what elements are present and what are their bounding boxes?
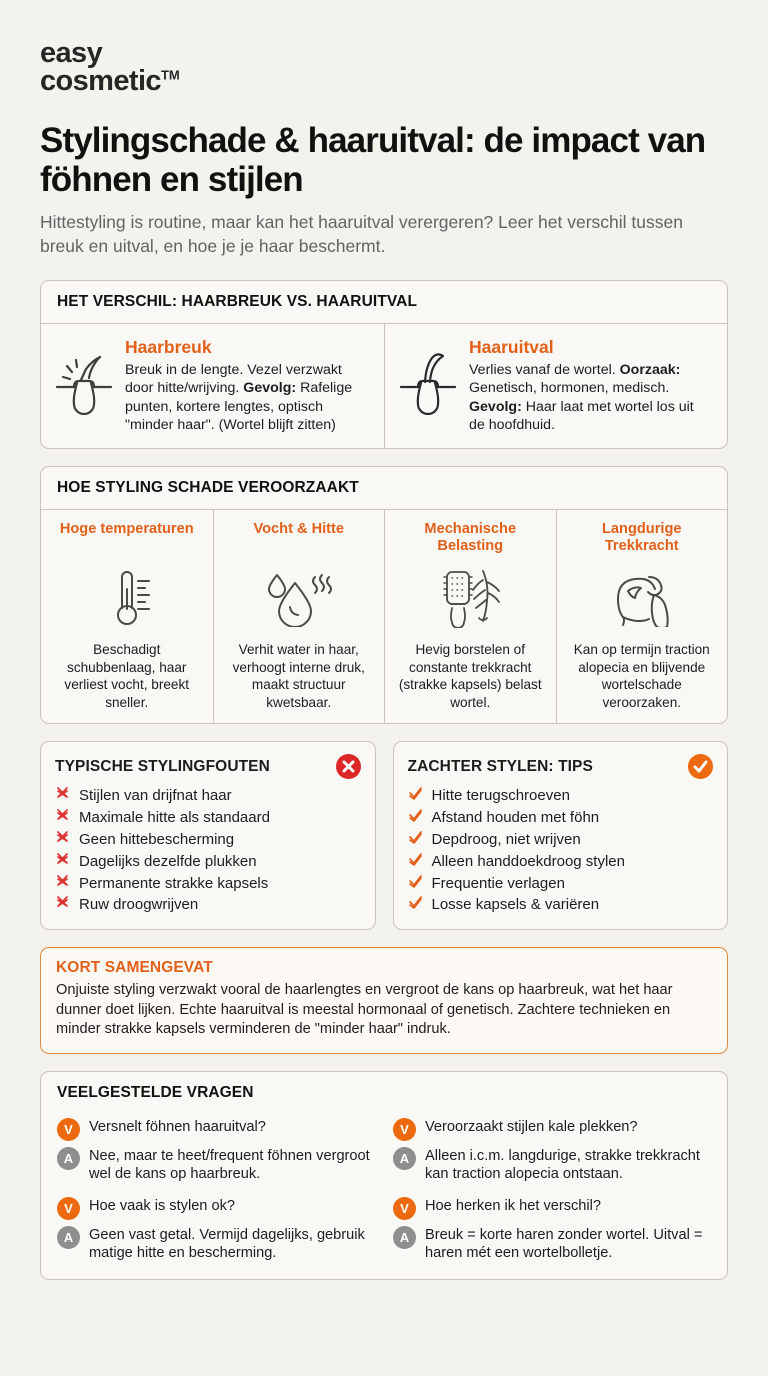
page-title: Stylingschade & haaruitval: de impact van föhnen en stijlen xyxy=(40,121,706,200)
haarbreuk-label-gevolg: Gevolg: xyxy=(243,380,297,397)
mistakes-card xyxy=(40,741,376,930)
list-item-label: Ruw droogwrijven xyxy=(79,896,199,914)
mistakes-header xyxy=(55,754,361,779)
cause-heading-trekkracht: Langdurige Trekkracht xyxy=(602,521,682,555)
faq-answer-row xyxy=(393,1146,711,1184)
page-subtitle: Hittestyling is routine, maar kan het haaruitval verergeren? Leer het verschil tussen breuk en uitval, en hoe je je haar beschermt. xyxy=(40,212,683,256)
faq-question-text: Veroorzaakt stijlen kale plekken? xyxy=(425,1118,638,1135)
check-mark-icon xyxy=(408,851,423,866)
causes-columns xyxy=(41,510,727,723)
list-item-label: Hitte terugschroeven xyxy=(431,787,570,805)
list-item xyxy=(408,785,714,807)
list-item xyxy=(408,807,714,829)
faq-question-text: Hoe vaak is stylen ok? xyxy=(89,1197,236,1214)
difference-body-haarbreuk xyxy=(125,337,370,435)
question-marker-icon: V xyxy=(57,1118,80,1141)
faq-answer-text: Breuk = korte haren zonder wortel. Uitval = haren mét een wortelbolletje. xyxy=(425,1226,703,1262)
list-item-label: Losse kapsels & variëren xyxy=(431,896,600,914)
difference-body-haaruitval xyxy=(469,337,713,435)
summary-text: Onjuiste styling verzwakt vooral de haarlengtes en vergroot de kans op haarbreuk, wat het haar dunner doet lijken. Echte haaruitval is meestal hormonaal of genetisch. Zachtere technieken en minder strakke kapsels verminderen de "minder haar" indruk. xyxy=(56,982,673,1038)
faq-answer-row xyxy=(57,1146,375,1184)
faq-question-text: Hoe herken ik het verschil? xyxy=(425,1197,602,1214)
cause-heading-mechanisch: Mechanische Belasting xyxy=(424,521,517,555)
mistakes-title: TYPISCHE STYLINGFOUTEN xyxy=(55,757,270,775)
haarbreuk-line-2: Rafelige punten, kortere lengtes, optisch "minder haar". (Wortel blijft zitten) xyxy=(125,380,353,434)
faq-answer-row xyxy=(393,1225,711,1263)
x-mark-icon xyxy=(55,785,70,800)
water-droplet-heat-icon xyxy=(266,567,332,629)
list-item-label: Frequentie verlagen xyxy=(431,874,565,892)
x-mark-icon xyxy=(55,807,70,822)
list-item xyxy=(408,851,714,873)
hairbrush-icon xyxy=(437,567,503,629)
tips-list xyxy=(408,785,714,916)
thermometer-icon xyxy=(99,567,155,629)
cause-heading-temperatuur: Hoge temperaturen xyxy=(59,521,194,538)
faq-card xyxy=(40,1071,728,1280)
cause-text-mechanisch: Hevig borstelen of constante trekkracht (strakke kapsels) belast wortel. xyxy=(398,642,542,710)
difference-text-haaruitval xyxy=(469,361,713,435)
question-marker-icon: V xyxy=(57,1197,80,1220)
cause-column-trekkracht xyxy=(556,510,728,723)
faq-answer-row xyxy=(57,1225,375,1263)
list-item-label: Afstand houden met föhn xyxy=(431,808,600,826)
haaruitval-line-3: Haar laat met wortel los uit de hoofdhuid. xyxy=(469,398,694,434)
x-mark-icon xyxy=(55,851,70,866)
cause-column-mechanisch xyxy=(384,510,556,723)
haaruitval-label-oorzaak: Oorzaak: xyxy=(619,361,681,378)
difference-heading-haaruitval: Haaruitval xyxy=(469,336,554,357)
difference-column-haaruitval xyxy=(384,324,727,449)
list-item-label: Stijlen van drijfnat haar xyxy=(79,787,232,805)
difference-column-haarbreuk xyxy=(41,324,384,449)
answer-marker-icon: A xyxy=(57,1226,80,1249)
intact-hair-follicle-icon xyxy=(397,337,459,415)
trademark-symbol: TM xyxy=(160,66,180,82)
answer-marker-icon: A xyxy=(57,1147,80,1170)
tips-header xyxy=(408,754,714,779)
brand-logo xyxy=(40,37,728,97)
haarbreuk-line-1: Breuk in de lengte. Vezel verzwakt door hitte/wrijving. xyxy=(125,361,342,397)
list-item-label: Alleen handdoekdroog stylen xyxy=(431,852,625,870)
faq-item[interactable] xyxy=(57,1196,375,1263)
faq-question-row xyxy=(393,1196,711,1220)
list-item xyxy=(55,894,361,916)
haaruitval-line-1: Verlies vanaf de wortel. xyxy=(469,361,616,378)
causes-card xyxy=(40,466,728,724)
list-item xyxy=(55,873,361,895)
faq-title: VEELGESTELDE VRAGEN xyxy=(57,1083,254,1101)
cause-text-trekkracht: Kan op termijn traction alopecia en blijvende wortelschade veroorzaken. xyxy=(573,642,710,710)
list-item-label: Depdroog, niet wrijven xyxy=(431,830,581,848)
check-mark-icon xyxy=(408,785,423,800)
list-item-label: Geen hittebescherming xyxy=(79,830,235,848)
list-item-label: Dagelijks dezelfde plukken xyxy=(79,852,257,870)
causes-card-title: HOE STYLING SCHADE VEROORZAAKT xyxy=(41,467,727,510)
list-item-label: Maximale hitte als standaard xyxy=(79,808,270,826)
question-marker-icon: V xyxy=(393,1118,416,1141)
faq-answer-text: Geen vast getal. Vermijd dagelijks, gebruik matige hitte en bescherming. xyxy=(89,1226,365,1262)
list-item-label: Permanente strakke kapsels xyxy=(79,874,269,892)
x-mark-icon xyxy=(55,873,70,888)
list-item xyxy=(408,829,714,851)
difference-card xyxy=(40,280,728,450)
check-mark-icon xyxy=(408,873,423,888)
cause-column-vocht-hitte xyxy=(213,510,385,723)
haaruitval-label-gevolg: Gevolg: xyxy=(469,398,522,415)
tips-card xyxy=(393,741,729,930)
x-mark-icon xyxy=(55,894,70,909)
ponytail-head-icon xyxy=(608,567,676,629)
check-mark-icon xyxy=(408,894,423,909)
faq-answer-text: Nee, maar te heet/frequent föhnen vergroot wel de kans op haarbreuk. xyxy=(89,1147,370,1183)
faq-question-row xyxy=(57,1117,375,1141)
x-mark-icon xyxy=(55,829,70,844)
answer-marker-icon: A xyxy=(393,1147,416,1170)
difference-heading-haarbreuk: Haarbreuk xyxy=(125,336,212,357)
brand-line-1: easy xyxy=(40,37,103,69)
cause-column-temperatuur xyxy=(41,510,213,723)
list-item xyxy=(55,785,361,807)
difference-columns xyxy=(41,324,727,449)
cause-text-temperatuur: Beschadigt schubbenlaag, haar verliest vocht, breekt sneller. xyxy=(64,642,190,710)
cause-text-vocht-hitte: Verhit water in haar, verhoogt interne druk, maakt structuur kwetsbaar. xyxy=(232,642,365,710)
faq-grid xyxy=(41,1106,727,1279)
list-item xyxy=(55,829,361,851)
faq-item[interactable] xyxy=(393,1117,711,1184)
question-marker-icon: V xyxy=(393,1197,416,1220)
summary-card xyxy=(40,947,728,1053)
circle-x-icon xyxy=(336,754,361,779)
summary-title: KORT SAMENGEVAT xyxy=(56,959,213,977)
faq-answer-text: Alleen i.c.m. langdurige, strakke trekkracht kan traction alopecia ontstaan. xyxy=(425,1147,700,1183)
list-item xyxy=(408,873,714,895)
faq-question-text: Versnelt föhnen haaruitval? xyxy=(89,1118,266,1135)
check-mark-icon xyxy=(408,829,423,844)
mistakes-list xyxy=(55,785,361,916)
check-mark-icon xyxy=(408,807,423,822)
broken-hair-follicle-icon xyxy=(53,337,115,415)
faq-question-row xyxy=(57,1196,375,1220)
list-item xyxy=(408,894,714,916)
answer-marker-icon: A xyxy=(393,1226,416,1249)
circle-check-icon xyxy=(688,754,713,779)
list-item xyxy=(55,807,361,829)
brand-line-2: cosmetic™ xyxy=(40,64,180,97)
faq-item[interactable] xyxy=(57,1117,375,1184)
faq-item[interactable] xyxy=(393,1196,711,1263)
cause-heading-vocht-hitte: Vocht & Hitte xyxy=(253,521,345,538)
difference-card-title: HET VERSCHIL: HAARBREUK VS. HAARUITVAL xyxy=(41,281,727,324)
faq-question-row xyxy=(393,1117,711,1141)
list-item xyxy=(55,851,361,873)
tips-title: ZACHTER STYLEN: TIPS xyxy=(407,757,593,775)
lists-row xyxy=(40,741,728,930)
difference-text-haarbreuk xyxy=(125,361,370,435)
haaruitval-line-2: Genetisch, hormonen, medisch. xyxy=(469,380,670,397)
